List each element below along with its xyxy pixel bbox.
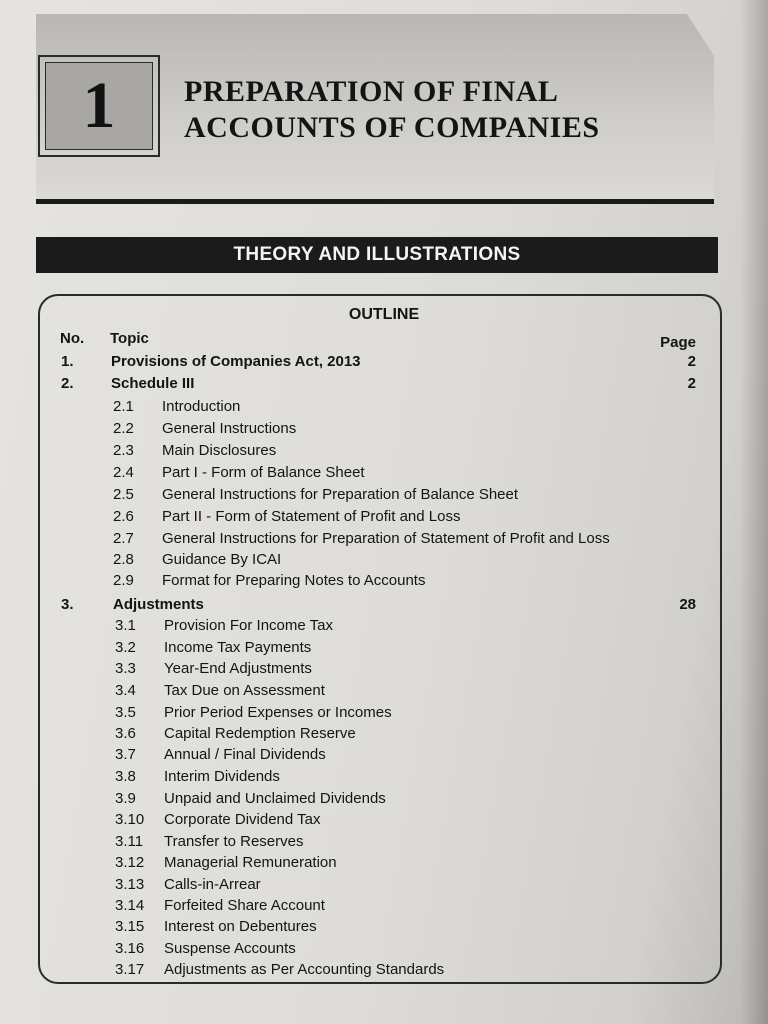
subitem-topic: Transfer to Reserves — [164, 833, 304, 850]
subitem-number: 3.10 — [115, 811, 145, 828]
subitem-topic: Managerial Remuneration — [164, 854, 337, 871]
subitem-number: 2.3 — [113, 442, 134, 459]
outline-subitem-3-4 — [0, 680, 768, 702]
outline-subitem-2-1 — [0, 396, 768, 418]
subitem-topic: Annual / Final Dividends — [164, 746, 326, 763]
subitem-topic: Format for Preparing Notes to Accounts — [162, 572, 426, 589]
chapter-number: 1 — [45, 62, 153, 150]
chapter-title-line-2: ACCOUNTS OF COMPANIES — [184, 111, 600, 144]
chapter-banner-rule — [36, 199, 714, 204]
outline-subitem-2-2 — [0, 418, 768, 440]
subitem-topic: Interest on Debentures — [164, 918, 317, 935]
item-number: 2. — [61, 375, 74, 392]
outline-subitem-3-15 — [0, 916, 768, 938]
outline-subitem-3-11 — [0, 831, 768, 853]
subitem-number: 3.4 — [115, 682, 136, 699]
subitem-number: 3.9 — [115, 790, 136, 807]
outline-subitem-3-7 — [0, 744, 768, 766]
outline-subitem-3-3 — [0, 658, 768, 680]
subitem-number: 3.11 — [115, 833, 144, 850]
subitem-number: 3.1 — [115, 617, 136, 634]
subitem-topic: Part II - Form of Statement of Profit and Loss — [162, 508, 461, 525]
outline-subitem-2-8 — [0, 549, 768, 571]
column-header-topic: Topic — [110, 330, 149, 347]
subitem-topic: Main Disclosures — [162, 442, 277, 459]
outline-subitem-2-5 — [0, 484, 768, 506]
item-topic: Adjustments — [113, 596, 204, 613]
subitem-topic: Part I - Form of Balance Sheet — [162, 464, 365, 481]
subitem-number: 2.6 — [113, 508, 134, 525]
subitem-number: 3.15 — [115, 918, 145, 935]
outline-subitem-2-9 — [0, 570, 768, 592]
subitem-topic: Capital Redemption Reserve — [164, 725, 356, 742]
item-number: 1. — [61, 353, 74, 370]
item-page: 2 — [687, 353, 696, 370]
item-topic: Provisions of Companies Act, 2013 — [111, 353, 361, 370]
subitem-topic: General Instructions for Preparation of Balance Sheet — [162, 486, 519, 503]
subitem-topic: Interim Dividends — [164, 768, 280, 785]
subitem-topic: Corporate Dividend Tax — [164, 811, 321, 828]
column-header-page: Page — [660, 334, 696, 351]
outline-subitem-3-13 — [0, 874, 768, 896]
outline-item-3 — [0, 594, 768, 616]
subitem-topic: Introduction — [162, 398, 241, 415]
subitem-topic: Adjustments as Per Accounting Standards — [164, 961, 445, 978]
item-page: 28 — [679, 596, 696, 613]
subitem-number: 3.5 — [115, 704, 136, 721]
subitem-number: 2.4 — [113, 464, 134, 481]
subitem-topic: General Instructions — [162, 420, 297, 437]
subitem-topic: Guidance By ICAI — [162, 551, 282, 568]
subitem-number: 2.1 — [113, 398, 134, 415]
outline-subitem-3-2 — [0, 637, 768, 659]
outline-subitem-3-12 — [0, 852, 768, 874]
subitem-topic: Calls-in-Arrear — [164, 876, 261, 893]
outline-subitem-3-16 — [0, 938, 768, 960]
subitem-topic: Forfeited Share Account — [164, 897, 325, 914]
subitem-topic: Suspense Accounts — [164, 940, 296, 957]
outline-subitem-3-5 — [0, 702, 768, 724]
subitem-number: 2.8 — [113, 551, 134, 568]
outline-subitem-3-8 — [0, 766, 768, 788]
outline-subitem-2-4 — [0, 462, 768, 484]
outline-subitem-2-6 — [0, 506, 768, 528]
item-number: 3. — [61, 596, 74, 613]
subitem-number: 3.17 — [115, 961, 145, 978]
subitem-number: 3.3 — [115, 660, 136, 677]
outline-item-1 — [0, 351, 768, 373]
subitem-topic: Prior Period Expenses or Incomes — [164, 704, 392, 721]
subitem-number: 3.13 — [115, 876, 145, 893]
item-topic: Schedule III — [111, 375, 195, 392]
chapter-number-box — [38, 55, 160, 157]
subitem-number: 3.2 — [115, 639, 136, 656]
subitem-number: 3.14 — [115, 897, 145, 914]
subitem-topic: General Instructions for Preparation of Statement of Profit and Loss — [162, 530, 610, 547]
subitem-number: 2.5 — [113, 486, 134, 503]
outline-subitem-3-14 — [0, 895, 768, 917]
outline-subitem-3-9 — [0, 788, 768, 810]
column-header-no: No. — [60, 330, 85, 347]
subitem-number: 3.12 — [115, 854, 145, 871]
subitem-number: 3.6 — [115, 725, 136, 742]
subitem-number: 3.8 — [115, 768, 136, 785]
subitem-number: 3.16 — [115, 940, 145, 957]
outline-subitem-2-3 — [0, 440, 768, 462]
outline-subitem-3-6 — [0, 723, 768, 745]
outline-subitem-3-10 — [0, 809, 768, 831]
outline-subitem-3-1 — [0, 615, 768, 637]
chapter-title-line-1: PREPARATION OF FINAL — [184, 75, 559, 108]
outline-subitem-2-7 — [0, 528, 768, 550]
subitem-number: 2.9 — [113, 572, 134, 589]
subitem-topic: Income Tax Payments — [164, 639, 312, 656]
subitem-number: 2.7 — [113, 530, 134, 547]
subitem-topic: Provision For Income Tax — [164, 617, 333, 634]
subitem-number: 2.2 — [113, 420, 134, 437]
subitem-topic: Unpaid and Unclaimed Dividends — [164, 790, 386, 807]
section-banner: THEORY AND ILLUSTRATIONS — [36, 237, 718, 273]
item-page: 2 — [687, 375, 696, 392]
outline-subitem-3-17 — [0, 959, 768, 981]
subitem-number: 3.7 — [115, 746, 136, 763]
subitem-topic: Tax Due on Assessment — [164, 682, 325, 699]
outline-heading: OUTLINE — [348, 306, 420, 323]
outline-item-2 — [0, 373, 768, 395]
chapter-title — [184, 74, 704, 146]
subitem-topic: Year-End Adjustments — [164, 660, 312, 677]
